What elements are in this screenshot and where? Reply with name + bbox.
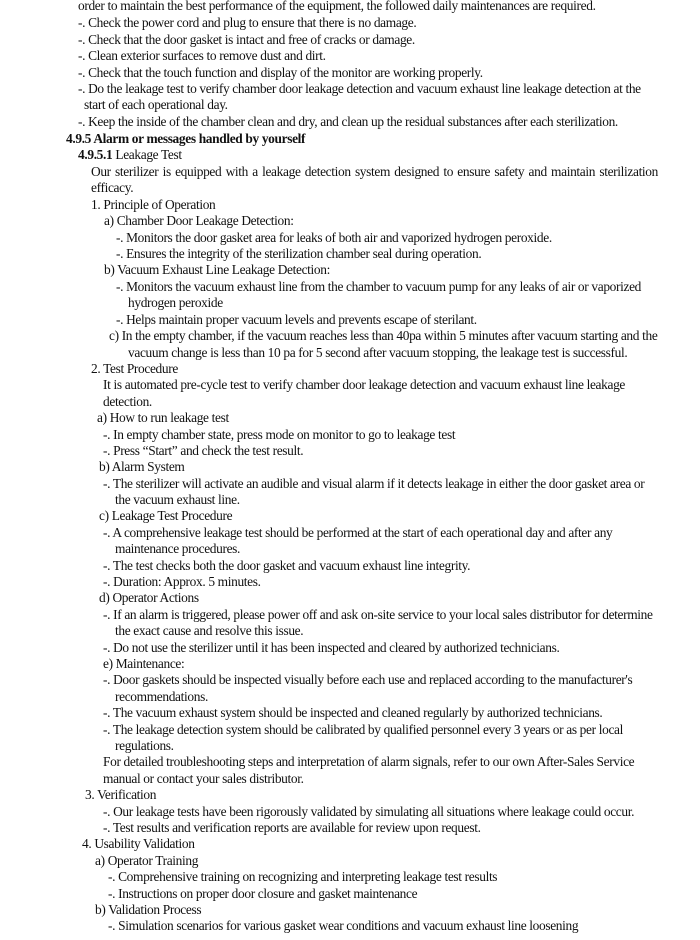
usability-heading: 4. Usability Validation	[82, 836, 195, 851]
subsection-heading	[78, 147, 182, 163]
subsection-title: Leakage Test	[115, 147, 182, 162]
list-item-continuation: recommendations.	[115, 689, 208, 704]
procedure-b-heading: b) Alarm System	[99, 459, 185, 474]
list-item: -. The test checks both the door gasket and vacuum exhaust line integrity.	[103, 558, 471, 573]
procedure-d-heading: d) Operator Actions	[99, 590, 199, 605]
list-item: -. Comprehensive training on recognizing and interpreting leakage test results	[108, 869, 498, 884]
usability-a-heading: a) Operator Training	[95, 853, 199, 868]
list-item-continuation: hydrogen peroxide	[128, 295, 223, 310]
verification-heading: 3. Verification	[85, 787, 157, 802]
section-title: Alarm or messages handled by yourself	[93, 131, 306, 146]
list-item: -. Press “Start” and check the test result.	[103, 443, 304, 458]
list-item: -. A comprehensive leakage test should be performed at the start of each operational day and after any	[103, 525, 613, 540]
list-item: -. Test results and verification reports are available for review upon request.	[103, 820, 481, 835]
list-item: -. The sterilizer will activate an audible and visual alarm if it detects leakage in either the door gasket area or	[103, 476, 645, 491]
subsection-intro: Our sterilizer is equipped with a leakage detection system designed to ensure safety and maintain sterilization	[91, 164, 658, 179]
usability-b-heading: b) Validation Process	[95, 902, 202, 917]
list-item-continuation: start of each operational day.	[84, 97, 228, 112]
list-item: -. Do not use the sterilizer until it has been inspected and cleared by authorized technicians.	[103, 640, 560, 655]
list-item: -. Duration: Approx. 5 minutes.	[103, 574, 261, 589]
procedure-a-heading: a) How to run leakage test	[97, 410, 229, 425]
list-item-continuation: maintenance procedures.	[115, 541, 241, 556]
list-item: -. The vacuum exhaust system should be inspected and cleaned regularly by authorized technicians.	[103, 705, 603, 720]
list-item: -. In empty chamber state, press mode on monitor to go to leakage test	[103, 427, 456, 442]
list-item: -. Check the power cord and plug to ensure that there is no damage.	[78, 15, 417, 30]
section-number: 4.9.5	[66, 131, 92, 146]
list-item: -. Keep the inside of the chamber clean and dry, and clean up the residual substances after each sterilization.	[78, 114, 618, 129]
list-item: -. If an alarm is triggered, please power off and ask on-site service to your local sales distributor for determine	[103, 607, 653, 622]
principle-b-heading: b) Vacuum Exhaust Line Leakage Detection:	[104, 262, 330, 277]
principle-a-heading: a) Chamber Door Leakage Detection:	[104, 213, 294, 228]
section-heading	[66, 131, 305, 147]
principle-c-continuation: vacuum change is less than 10 pa for 5 second after vacuum stopping, the leakage test is successful.	[128, 345, 628, 360]
list-item-continuation: the exact cause and resolve this issue.	[115, 623, 304, 638]
procedure-heading: 2. Test Procedure	[91, 361, 178, 376]
list-item: -. Instructions on proper door closure and gasket maintenance	[108, 886, 418, 901]
list-item: -. Clean exterior surfaces to remove dust and dirt.	[78, 48, 326, 63]
list-item-continuation: the vacuum exhaust line.	[115, 492, 240, 507]
list-item: -. The leakage detection system should be calibrated by qualified personnel every 3 years or as per local	[103, 722, 623, 737]
list-item: -. Check that the touch function and display of the monitor are working properly.	[78, 65, 483, 80]
procedure-intro-continuation: detection.	[103, 394, 152, 409]
list-item: -. Simulation scenarios for various gasket wear conditions and vacuum exhaust line loosening	[108, 918, 579, 933]
subsection-intro-continuation: efficacy.	[91, 180, 134, 195]
subsection-number: 4.9.5.1	[78, 147, 113, 162]
list-item: -. Monitors the vacuum exhaust line from the chamber to vacuum pump for any leaks of air or vaporized	[116, 279, 642, 294]
list-item: -. Check that the door gasket is intact and free of cracks or damage.	[78, 32, 415, 47]
list-item: -. Do the leakage test to verify chamber door leakage detection and vacuum exhaust line leakage detection at the	[78, 81, 641, 96]
intro-lead: order to maintain the best performance of the equipment, the followed daily maintenances are required.	[78, 0, 596, 13]
procedure-e-heading: e) Maintenance:	[103, 656, 185, 671]
list-item-continuation: regulations.	[115, 738, 174, 753]
list-item: -. Door gaskets should be inspected visually before each use and replaced according to the manufacturer's	[103, 672, 633, 687]
list-item: -. Helps maintain proper vacuum levels and prevents escape of sterilant.	[116, 312, 477, 327]
principle-c-text: c) In the empty chamber, if the vacuum reaches less than 40pa within 5 minutes after vacuum starting and the	[109, 328, 658, 343]
list-item: -. Ensures the integrity of the sterilization chamber seal during operation.	[116, 246, 482, 261]
procedure-c-heading: c) Leakage Test Procedure	[99, 508, 233, 523]
procedure-footer: For detailed troubleshooting steps and interpretation of alarm signals, refer to our own After-Sales Service	[103, 754, 635, 769]
procedure-footer-continuation: manual or contact your sales distributor.	[103, 771, 304, 786]
principle-heading: 1. Principle of Operation	[91, 197, 216, 212]
procedure-intro: It is automated pre-cycle test to verify chamber door leakage detection and vacuum exhaust line leakage	[103, 377, 626, 392]
list-item: -. Our leakage tests have been rigorously validated by simulating all situations where leakage could occur.	[103, 804, 635, 819]
list-item: -. Monitors the door gasket area for leaks of both air and vaporized hydrogen peroxide.	[116, 230, 552, 245]
